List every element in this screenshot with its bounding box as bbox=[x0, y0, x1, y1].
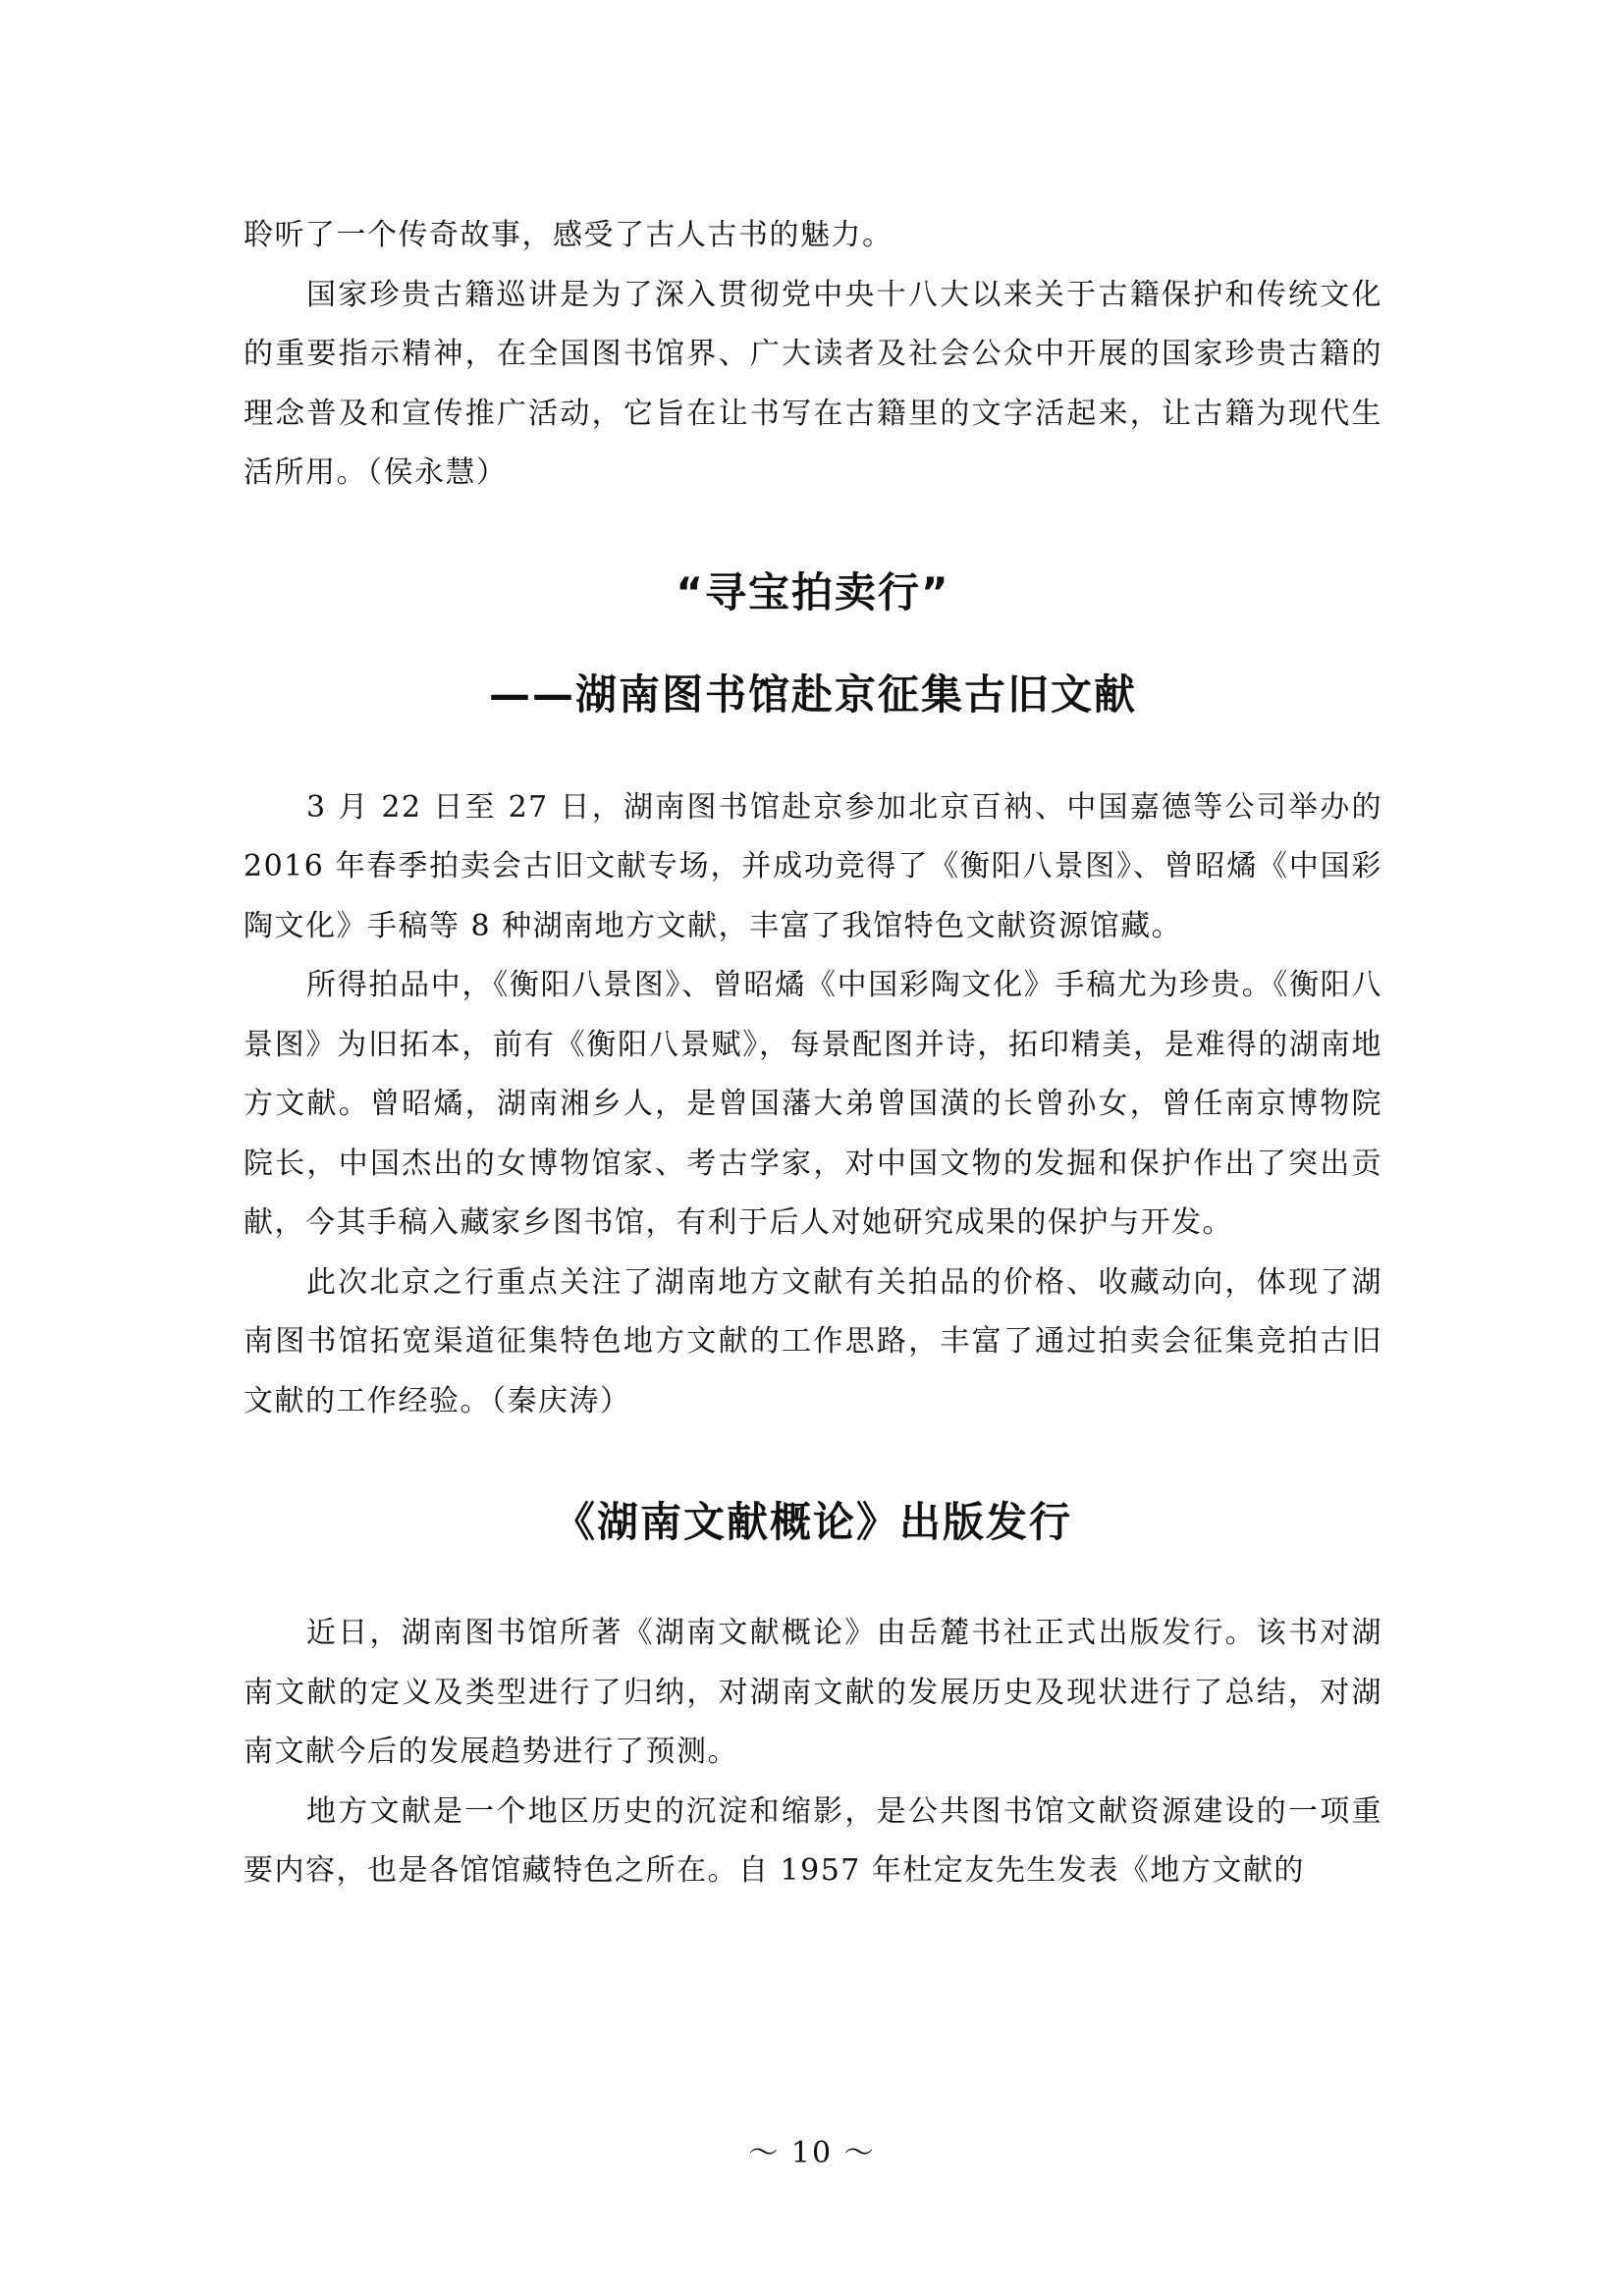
page-body bbox=[244, 206, 1382, 1901]
paragraph: 近日，湖南图书馆所著《湖南文献概论》由岳麓书社正式出版发行。该书对湖南文献的定义及类型进行了归纳，对湖南文献的发展历史及现状进行了总结，对湖南文献今后的发展趋势进行了预测。 bbox=[244, 1616, 1382, 1769]
paragraph: 此次北京之行重点关注了湖南地方文献有关拍品的价格、收藏动向，体现了湖南图书馆拓宽渠道征集特色地方文献的工作思路，丰富了通过拍卖会征集竞拍古旧文献的工作经验。（秦庆涛） bbox=[244, 1264, 1382, 1418]
article-auction bbox=[244, 561, 1382, 1432]
article-book bbox=[244, 1490, 1382, 1901]
paragraph: 聆听了一个传奇故事，感受了古人古书的魅力。 bbox=[244, 218, 893, 252]
paragraph: 3 月 22 日至 27 日，湖南图书馆赴京参加北京百衲、中国嘉德等公司举办的 2016 年春季拍卖会古旧文献专场，并成功竞得了《衡阳八景图》、曾昭燏《中国彩陶文化》手稿等 8 种湖南地方文献，丰富了我馆特色文献资源馆藏。 bbox=[244, 789, 1382, 943]
article-title: “寻宝拍卖行” bbox=[676, 567, 950, 616]
page-number: ～ 10 ～ bbox=[748, 2136, 876, 2170]
article-prev-ending bbox=[244, 206, 1382, 504]
paragraph: 地方文献是一个地区历史的沉淀和缩影，是公共图书馆文献资源建设的一项重要内容，也是各馆馆藏特色之所在。自 1957 年杜定友先生发表《地方文献的 bbox=[244, 1793, 1382, 1888]
article-subtitle: ——湖南图书馆赴京征集古旧文献 bbox=[488, 669, 1137, 719]
paragraph: 国家珍贵古籍巡讲是为了深入贯彻党中央十八大以来关于古籍保护和传统文化的重要指示精神，在全国图书馆界、广大读者及社会公众中开展的国家珍贵古籍的理念普及和宣传推广活动，它旨在让书写在古籍里的文字活起来，让古籍为现代生活所用。（侯永慧） bbox=[244, 277, 1382, 490]
article-title: 《湖南文献概论》出版发行 bbox=[553, 1498, 1072, 1546]
paragraph: 所得拍品中，《衡阳八景图》、曾昭燏《中国彩陶文化》手稿尤为珍贵。《衡阳八景图》为旧拓本，前有《衡阳八景赋》，每景配图并诗，拓印精美，是难得的湖南地方文献。曾昭燏，湖南湘乡人，是曾国藩大弟曾国潢的长曾孙女，曾任南京博物院院长，中国杰出的女博物馆家、考古学家，对中国文物的发掘和保护作出了突出贡献，今其手稿入藏家乡图书馆，有利于后人对她研究成果的保护与开发。 bbox=[244, 968, 1382, 1240]
